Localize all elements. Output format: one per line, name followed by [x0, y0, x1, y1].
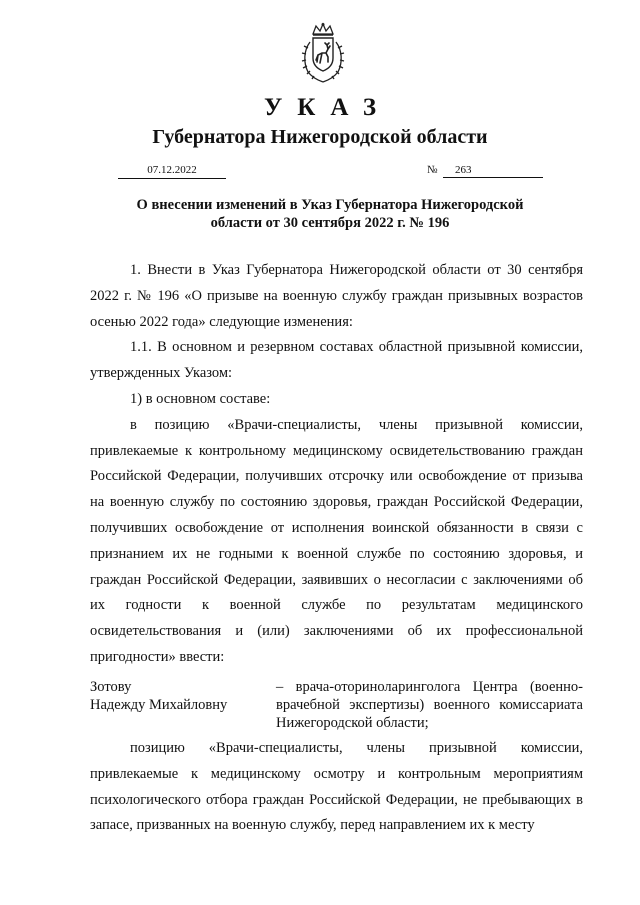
document-number: 263	[443, 164, 543, 178]
document-subtitle: Губернатора Нижегородской области	[152, 126, 488, 148]
number-label: №	[427, 164, 438, 176]
person-position-text: врача-оториноларинголога Центра (военно-врачебной экспертизы) военного комиссариата Нижегородской области;	[276, 679, 584, 731]
paragraph: 1) в основном составе:	[130, 390, 271, 407]
document-number-field	[427, 164, 545, 178]
document-body-continued	[90, 736, 583, 839]
paragraph: в позицию «Врачи-специалисты, члены призывной комиссии, привлекаемые к контрольному медицинскому освидетельствованию граждан Российской Федерации, получивших отсрочку или освобождение от призыва на военную службу по состоянию здоровья, граждан Российской Федерации, получивших освобождение от исполнения воинской обязанности в связи с признанием их не годными к военной службе по состоянию здоровья, и граждан Российской Федерации, заявивших о несогласии с заключениями об их годности к военной службе по результатам медицинского освидетельствования и (или) заключениями об их профессиональной пригодности» ввести:	[90, 416, 583, 665]
person-name: Зотову Надежду Михайловну	[90, 679, 228, 713]
coat-of-arms-icon	[300, 22, 346, 84]
document-heading: О внесении изменений в Указ Губернатора Нижегородской области от 30 сентября 2022 г. № 196	[136, 197, 524, 231]
document-title: УКАЗ	[263, 94, 392, 121]
paragraph: 1.1. В основном и резервном составах областной призывной комиссии, утвержденных Указом:	[90, 339, 583, 382]
person-dash: –	[276, 679, 284, 695]
paragraph: 1. Внести в Указ Губернатора Нижегородской области от 30 сентября 2022 г. № 196 «О призыве на военную службу граждан призывных возрастов осенью 2022 года» следующие изменения:	[90, 262, 583, 330]
document-body	[90, 258, 583, 671]
document-date: 07.12.2022	[118, 164, 226, 179]
paragraph: позицию «Врачи-специалисты, члены призывной комиссии, привлекаемые к медицинскому осмотру и контрольным мероприятиям психологического отбора граждан Российской Федерации, не пребывающих в запасе, призванных на военную службу, перед направлением их к месту	[90, 740, 583, 834]
person-position	[276, 678, 583, 732]
